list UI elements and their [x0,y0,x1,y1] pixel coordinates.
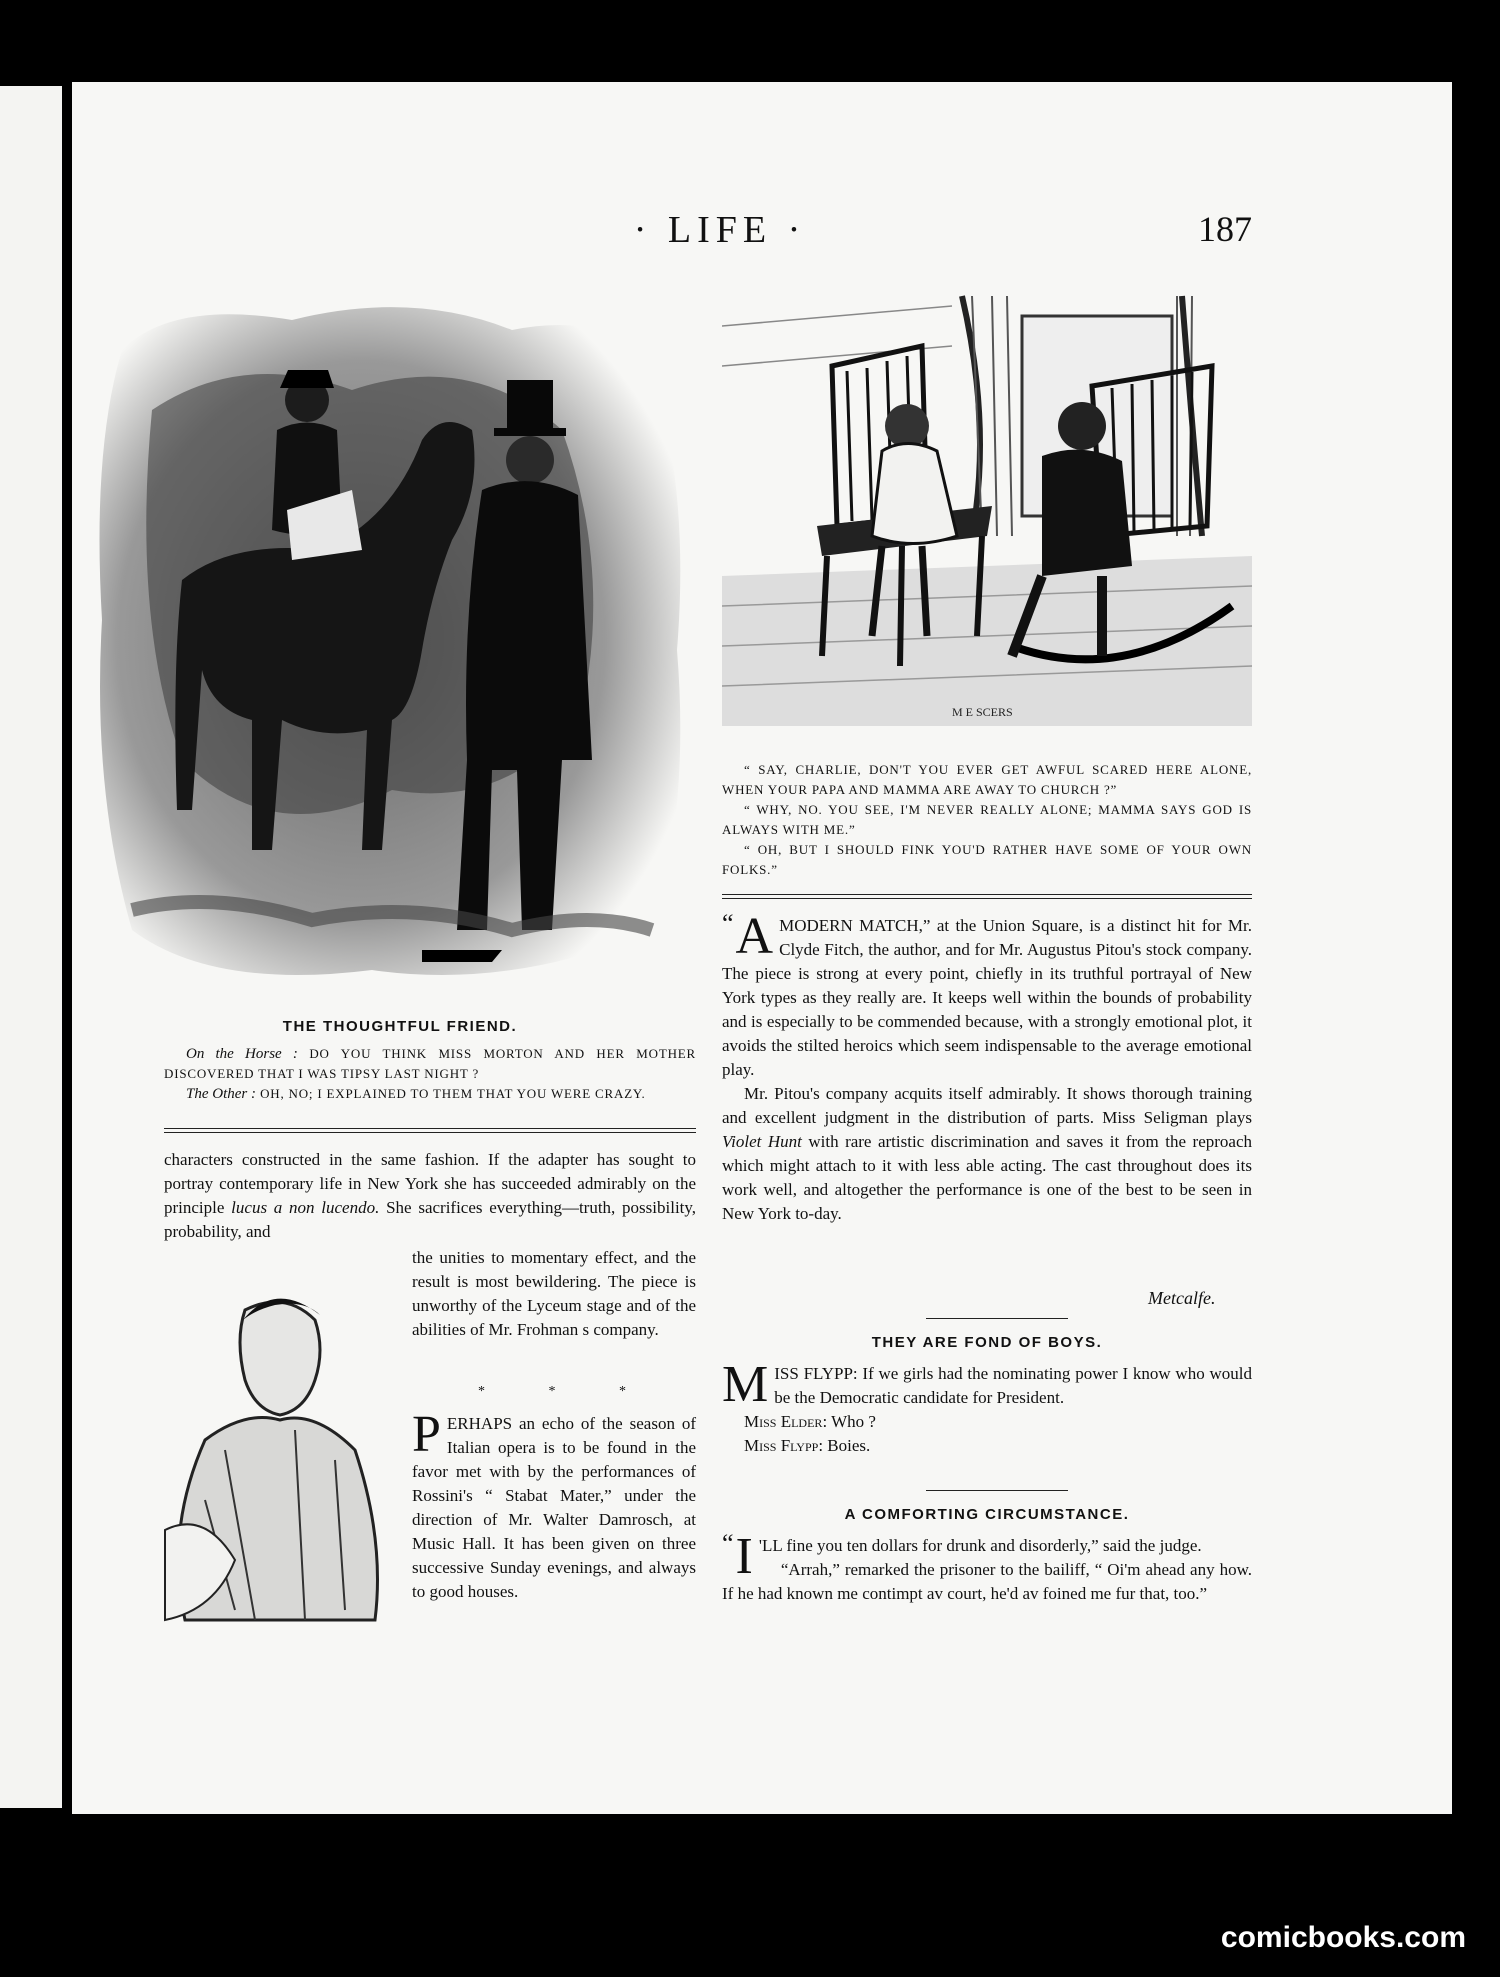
review-continued-text [164,1148,696,1244]
short-divider [926,1490,1068,1491]
masthead: · LIFE · [633,209,807,251]
dropcap: A [735,908,774,965]
page-number: 187 [1198,209,1252,249]
cartoon-title-thoughtful-friend: THE THOUGHTFUL FRIEND. [282,1018,518,1035]
review-text: Mr. Pitou's company acquits itself admirably. It shows thorough training and excellent judgment in the distribution of parts. Miss Seligman plays [722,1084,1252,1127]
dialogue-line: : Who ? [822,1412,876,1431]
comforting-circumstance-text [722,1528,1252,1606]
caption-line: DO YOU THINK MISS MORTON AND HER MOTHER DISCOVERED THAT I WAS TIPSY LAST NIGHT ? [164,1046,696,1081]
speaker-label: The Other : [186,1086,256,1102]
lead-word: ERHAPS [446,1414,513,1433]
cartoon-caption-thoughtful-friend [164,1044,696,1104]
dialogue-line: : Boies. [818,1436,871,1455]
caption-line: “ SAY, CHARLIE, DON'T YOU EVER GET AWFUL SCARED HERE ALONE, WHEN YOUR PAPA AND MAMMA ARE AWAY TO CHURCH ?” [722,762,1252,797]
section-stars: * * * [478,1384,656,1399]
review-text: with rare artistic discrimination and saves it from the reproach which might attach to it with less able acting. The cast throughout does its work well, and altogether the performance is one of the best to be seen in New York to-day. [722,1132,1252,1223]
anecdote-text: “Arrah,” remarked the prisoner to the bailiff, “ Oi'm ahead any how. If he had known me contimpt av court, he'd av foined me fur that, too.” [722,1560,1252,1603]
dropcap: P [412,1406,441,1463]
caption-line: OH, NO; I EXPLAINED TO THEM THAT YOU WERE CRAZY. [260,1086,646,1101]
open-quote: “ [722,1529,734,1558]
modern-match-review [722,908,1252,1226]
role-name: Violet Hunt [722,1132,802,1151]
fond-of-boys-text [722,1356,1252,1458]
review-narrow-text: the unities to momentary effect, and the result is most bewildering. The piece is unworthy of the Lyceum stage and of the abilities of Mr. Frohman s company. [412,1248,696,1339]
cartoon-caption-charlie [722,760,1252,880]
review-text: She sacrifices everything—truth, possibility, probability, and [164,1198,697,1241]
illustration-signature: M E SCERS [952,705,1013,719]
speaker-label: ISS FLYPP [774,1364,853,1383]
dropcap: I [735,1528,753,1585]
caption-line: “ OH, BUT I SHOULD FINK YOU'D RATHER HAVE SOME OF YOUR OWN FOLKS.” [722,842,1252,877]
open-quote: “ [722,909,734,938]
short-divider [926,1318,1068,1319]
illustration-children-chairs [722,276,1252,726]
anecdote-text: 'LL fine you ten dollars for drunk and disorderly,” said the judge. [758,1536,1202,1555]
opera-paragraph [412,1406,696,1604]
section-divider [722,894,1252,899]
review-text: MODERN MATCH,” at the Union Square, is a distinct hit for Mr. Clyde Fitch, the author, and for Mr. Augustus Pitou's stock company. The piece is strong at every point, chiefly in its truthful portrayal of New York types as they really are. It keeps well within the bounds of probability and is especially to be commended because, with a strongly emotional plot, it avoids the stilted heroics which seem indispensable to the average emotional play. [722,916,1252,1079]
speaker-label: On the Horse : [186,1046,298,1062]
dialogue-line: : If we girls had the nominating power I know who would be the Democratic candidate for President. [774,1364,1252,1407]
review-signature: Metcalfe. [1148,1288,1216,1308]
section-divider [164,1128,696,1133]
speaker-label: Miss Flypp [744,1436,819,1455]
section-title-comforting-circumstance: A COMFORTING CIRCUMSTANCE. [844,1506,1130,1523]
latin-phrase: lucus a non lucendo. [231,1198,380,1217]
illustration-horse-rider [92,290,690,990]
adjacent-page-edge [0,86,62,1808]
dropcap: M [722,1356,769,1413]
speaker-label: Miss Elder [744,1412,823,1431]
illustration-man-portrait [145,1280,400,1650]
opera-text: an echo of the season of Italian opera is to be found in the favor met with by the performances of Rossini's “ Stabat Mater,” under the direction of Mr. Walter Damrosch, at Music Hall. It has been given on three successive Sunday evenings, and always to good houses. [412,1414,696,1601]
watermark: comicbooks.com [1220,1921,1466,1954]
review-text: characters constructed in the same fashion. If the adapter has sought to portray contemporary life in New York she has succeeded admirably on the principle [164,1150,696,1217]
section-title-fond-of-boys: THEY ARE FOND OF BOYS. [871,1334,1103,1351]
caption-line: “ WHY, NO. YOU SEE, I'M NEVER REALLY ALONE; MAMMA SAYS GOD IS ALWAYS WITH ME.” [722,802,1252,837]
